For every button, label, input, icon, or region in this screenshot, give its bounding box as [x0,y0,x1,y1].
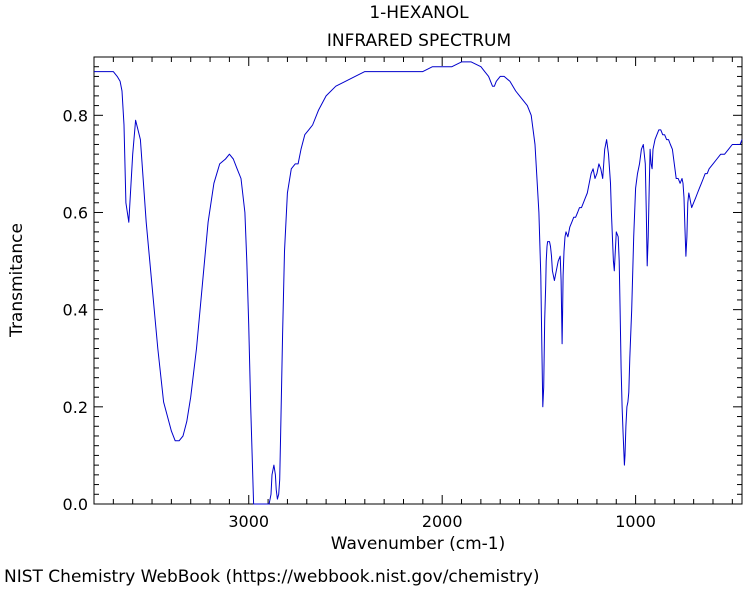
spectrum-line [94,62,742,504]
y-axis-label: Transmitance [7,223,27,337]
x-tick-label: 3000 [228,512,270,531]
y-tick-label: 0.8 [62,106,88,126]
chart-title: 1-HEXANOL [369,3,469,23]
y-tick-label: 0.6 [62,203,88,223]
tick-labels [63,106,656,531]
x-tick-label: 1000 [615,512,656,531]
y-tick-label: 0.0 [62,495,88,514]
chart-subtitle: INFRARED SPECTRUM [326,31,512,51]
plot-frame [94,57,742,504]
x-axis-label: Wavenumber (cm-1) [330,534,506,554]
x-tick-label: 2000 [421,512,463,531]
y-tick-label: 0.4 [62,300,88,320]
minor-ticks [94,57,742,504]
major-ticks [94,57,742,504]
credit-text: NIST Chemistry WebBook (https://webbook.nist.gov/chemistry) [4,567,540,587]
y-tick-label: 0.2 [62,397,88,417]
